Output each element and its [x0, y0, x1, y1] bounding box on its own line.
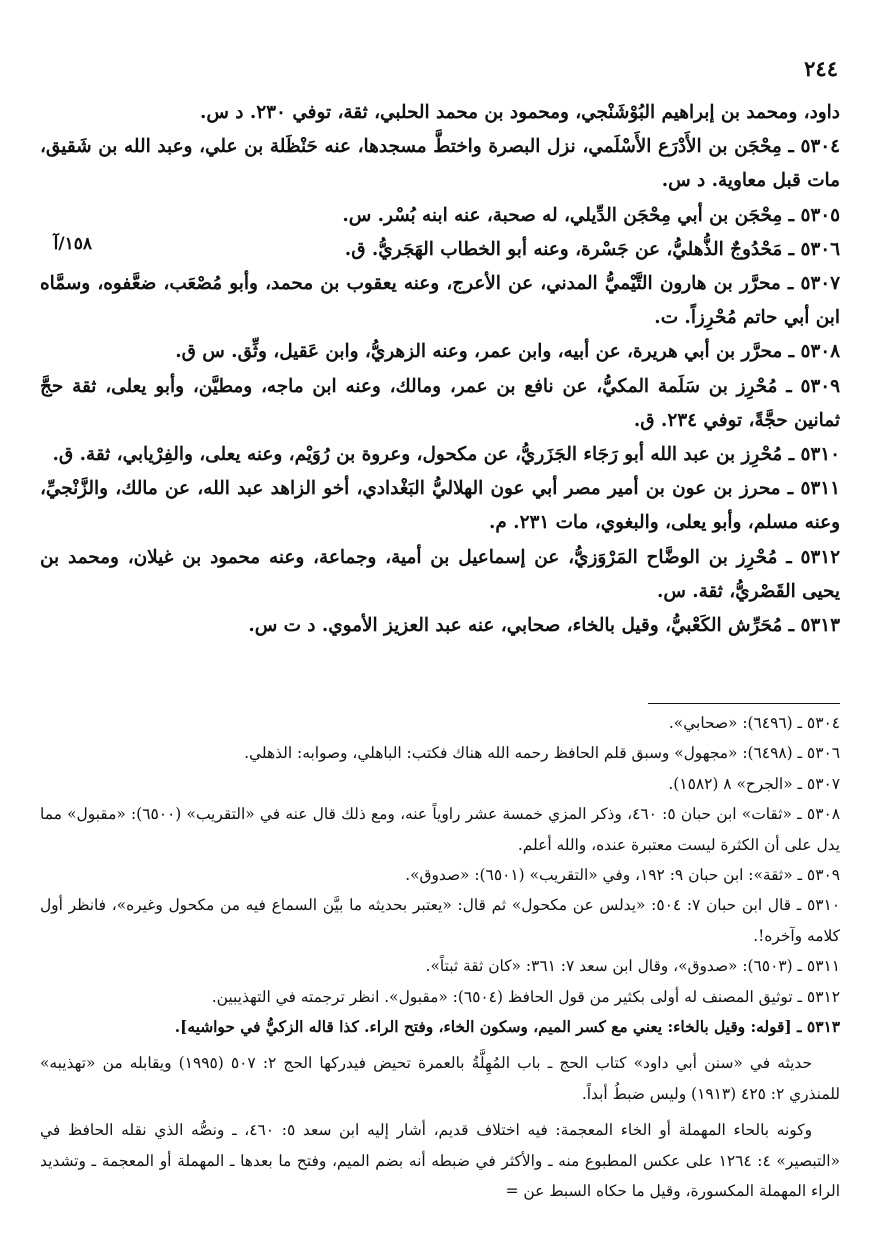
footnotes — [40, 708, 840, 1207]
entry-5313: ٥٣١٣ ـ مُحَرِّش الكَعْبيُّ، وقيل بالخاء، صحابي، عنه عبد العزيز الأموي. د ت س. — [248, 615, 840, 637]
page-number: ٢٤٤ — [804, 56, 838, 81]
entry-5306: ٥٣٠٦ ـ مَحْدُوجٌ الذُّهليُّ، عن جَسْرة، وعنه أبو الخطاب الهَجَريُّ. ق. — [344, 238, 840, 260]
footnote-5307: ٥٣٠٧ ـ «الجرح» ٨ (١٥٨٢). — [668, 774, 840, 793]
footnote-5311: ٥٣١١ ـ (٦٥٠٣): «صدوق»، وقال ابن سعد ٧: ٣٦١: «كان ثقة ثبتاً». — [425, 957, 840, 976]
footnote-5313-hadith: حديثه في «سنن أبي داود» كتاب الحج ـ باب المُهِلَّةُ بالعمرة تحيض فيدركها الحج ٢: ٥٠٧ (١٩٩٥) ويقابله من «تهذيبه» للمنذري ٢: ٤٢٥ (١٩١٣) وليس ضبطُ أبداً. — [40, 1054, 840, 1103]
entry-5311: ٥٣١١ ـ محرز بن عون بن أمير مصر أبي عون الهلاليُّ البَغْدادي، أخو الزاهد عبد الله، عن مالك، والزَّنْجيِّ، وعنه مسلم، وأبو يعلى، والبغوي، مات ٢٣١. م. — [40, 478, 840, 534]
footnote-5306: ٥٣٠٦ ـ (٦٤٩٨): «مجهول» وسبق قلم الحافظ رحمه الله هناك فكتب: الباهلي، وصوابه: الذهلي. — [244, 744, 840, 763]
footnote-5313-spelling: وكونه بالحاء المهملة أو الخاء المعجمة: فيه اختلاف قديم، أشار إليه ابن سعد ٥: ٤٦٠، ـ ونصُّه الذي نقله الحافظ في «التبصير» ٤: ١٢٦٤ على عكس المطبوع منه ـ والأكثر في ضبطه أنه بضم الميم، وفتح ما بعدها ـ المهملة أو المعجمة ـ وتشديد الراء المهملة المكسورة، وقيل ما حكاه السبط عن = — [40, 1121, 840, 1201]
footnote-5308: ٥٣٠٨ ـ «ثقات» ابن حبان ٥: ٤٦٠، وذكر المزي خمسة عشر راوياً عنه، ومع ذلك قال عنه في «التقريب» (٦٥٠٠): «مقبول» مما يدل على أن الكثرة ليست معتبرة عنده، والله أعلم. — [40, 805, 840, 854]
entry-5309: ٥٣٠٩ ـ مُحْرِز بن سَلَمة المكيُّ، عن نافع بن عمر، ومالك، وعنه ابن ماجه، ومطيَّن، وأبو يعلى، ثقة حجَّ ثمانين حجَّةً، توفي ٢٣٤. ق. — [40, 375, 840, 431]
footnote-5310: ٥٣١٠ ـ قال ابن حبان ٧: ٥٠٤: «يدلس عن مكحول» ثم قال: «يعتبر بحديثه ما بيَّن السماع فيه من مكحول وغيره»، فانظر أول كلامه وآخره!. — [40, 896, 841, 945]
entry-5308: ٥٣٠٨ ـ محرَّر بن أبي هريرة، عن أبيه، وابن عمر، وعنه الزهريُّ، وابن عَقيل، وثِّق. س ق. — [175, 341, 840, 363]
footnote-5312: ٥٣١٢ ـ توثيق المصنف له أولى بكثير من قول الحافظ (٦٥٠٤): «مقبول». انظر ترجمته في التهذيبين. — [211, 987, 840, 1006]
footnote-5309: ٥٣٠٩ ـ «ثقة»: ابن حبان ٩: ١٩٢، وفي «التقريب» (٦٥٠١): «صدوق». — [405, 866, 840, 885]
footnote-separator — [648, 703, 840, 704]
entry-5304: ٥٣٠٤ ـ مِحْجَن بن الأَدْرَع الأَسْلَمي، نزل البصرة واختطَّ مسجدها، عنه حَنْظَلة بن علي، وعبد الله بن شَقيق، مات قبل معاوية. د س. — [40, 136, 840, 192]
main-text — [40, 96, 840, 643]
entry-5312: ٥٣١٢ ـ مُحْرِز بن الوضَّاح المَرْوَزيُّ، عن إسماعيل بن أمية، وجماعة، وعنه محمود بن غيلان، ومحمد بن يحيى القَصْريُّ، ثقة. س. — [40, 546, 840, 602]
entry-continuation: داود، ومحمد بن إبراهيم البُوْشَنْجي، ومحمود بن محمد الحلبي، ثقة، توفي ٢٣٠. د س. — [200, 102, 840, 123]
entry-5307: ٥٣٠٧ ـ محرَّر بن هارون التَّيْميُّ المدني، عن الأعرج، وعنه يعقوب بن محمد، وأبو مُصْعَب، ضعَّفوه، وسمَّاه ابن أبي حاتم مُحْرِزاً. ت. — [40, 273, 840, 329]
manuscript-folio-note: ١٥٨/آ — [53, 234, 92, 254]
entry-5310: ٥٣١٠ ـ مُحْرِز بن عبد الله أبو رَجَاء الجَزَريُّ، عن مكحول، وعروة بن رُوَيْم، وعنه يعلى، والفِرْيابي، ثقة. ق. — [52, 444, 840, 466]
entry-5305: ٥٣٠٥ ـ مِحْجَن بن أبي مِحْجَن الدِّيلي، له صحبة، عنه ابنه بُسْر. س. — [342, 204, 840, 226]
footnote-5304: ٥٣٠٤ ـ (٦٤٩٦): «صحابي». — [668, 714, 840, 732]
footnote-5313: ٥٣١٣ ـ [قوله: وقيل بالخاء: يعني مع كسر الميم، وسكون الخاء، وفتح الراء. كذا قاله الزكيُّ في حواشيه]. — [174, 1018, 840, 1037]
